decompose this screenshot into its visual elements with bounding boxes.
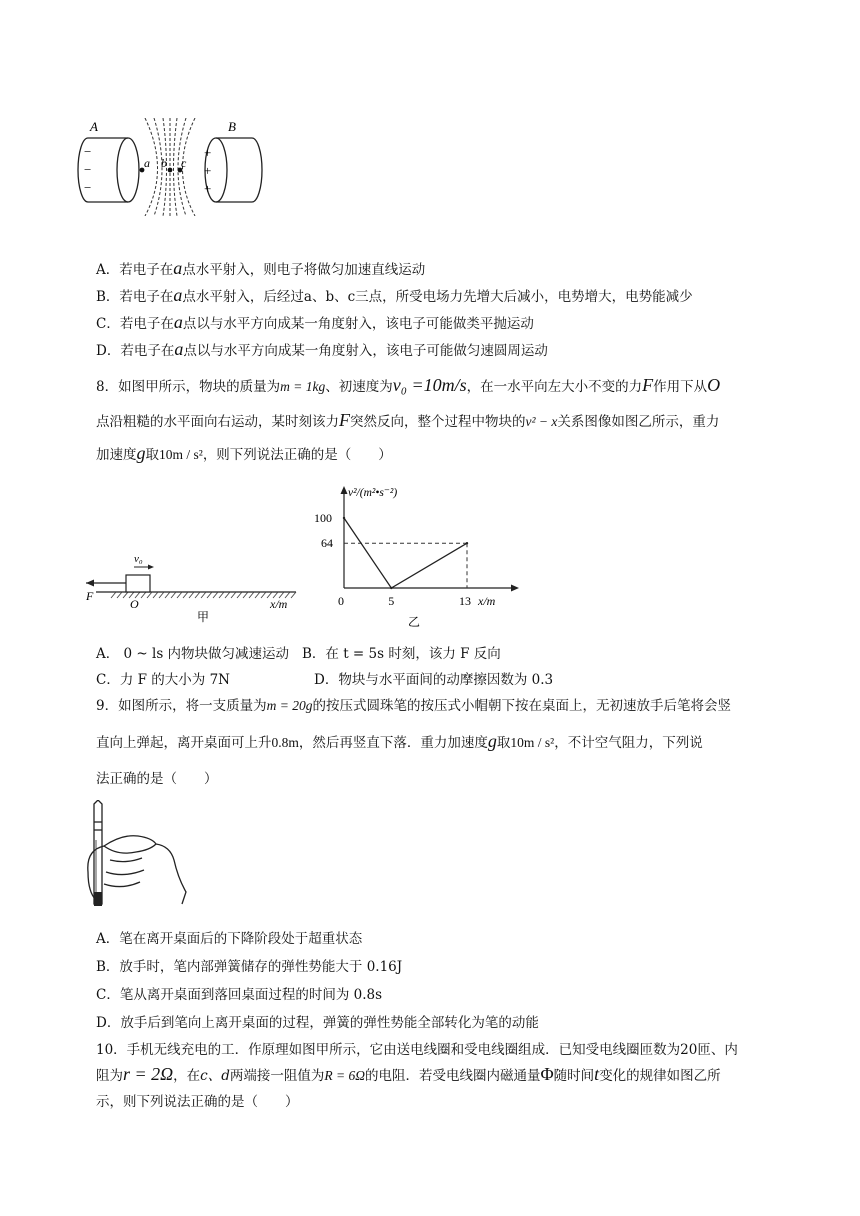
q10-stem-line3: 示，则下列说法正确的是（ ）	[96, 1094, 299, 1110]
q8-stem-line2: 点沿粗糙的水平面向右运动，某时刻该力F突然反向，整个过程中物块的v² − x关系图像如图乙所示，重力	[96, 410, 720, 430]
tick-label-5: 5	[388, 594, 395, 608]
q9-option-b: B．放手时，笔内部弹簧储存的弹性势能大于 0.16J	[96, 959, 403, 975]
ground-hatch	[159, 592, 164, 598]
tick-label-100: 100	[314, 511, 332, 525]
q8-option-d: D．物块与水平面间的动摩擦因数为 0.3	[314, 672, 554, 688]
tick-label-64: 64	[321, 536, 333, 551]
ground-hatch	[237, 592, 242, 598]
q7-option-d: D．若电子在a点以与水平方向成某一角度射入，该电子可能做匀速圆周运动	[96, 339, 548, 359]
minus-sign: −	[84, 162, 92, 177]
plus-sign: +	[204, 163, 212, 178]
ground-hatch	[165, 592, 170, 598]
q8-stem-line3: 加速度g取10m / s²，则下列说法正确的是（ ）	[96, 443, 392, 463]
q9-option-d: D．放手后到笔向上离开桌面的过程，弹簧的弹性势能全部转化为笔的动能	[96, 1015, 539, 1031]
figure-q8-yi-chart	[310, 478, 520, 640]
ground-hatch	[249, 592, 254, 598]
figure-q8-jia	[78, 545, 308, 623]
plus-sign: +	[204, 145, 212, 160]
q9-stem-line3: 法正确的是（ ）	[96, 771, 218, 787]
ground-hatch	[207, 592, 212, 598]
series-line	[344, 518, 467, 588]
ground-hatch	[225, 592, 230, 598]
q8-option-c: C．力 F 的大小为 7N	[96, 672, 230, 688]
q8-option-a: A． 0 ~ ls 内物块做匀减速运动	[96, 646, 290, 662]
tick-label-13: 13	[459, 594, 471, 608]
ground-hatch	[261, 592, 266, 598]
ground-hatch	[171, 592, 176, 598]
x-axis-label: x/m	[478, 594, 496, 608]
block	[126, 575, 150, 592]
minus-sign: −	[84, 144, 92, 159]
figure-q7-electric-field	[70, 118, 270, 216]
ground-hatch	[201, 592, 206, 598]
q7-option-c: C．若电子在a点以与水平方向成某一角度射入，该电子可能做类平抛运动	[96, 312, 534, 332]
ground-hatch	[189, 592, 194, 598]
x-axis-label: x/m	[270, 597, 288, 611]
v0-label: v₀	[134, 553, 143, 565]
q9-option-c: C．笔从离开桌面到落回桌面过程的时间为 0.8s	[96, 987, 383, 1003]
ground-hatch	[213, 592, 218, 598]
ground-hatch	[117, 592, 122, 598]
q9-stem-line1: 9．如图所示，将一支质量为m = 20g的按压式圆珠笔的按压式小帽朝下按在桌面上，无初速放手后笔将会竖	[96, 698, 731, 714]
figure-q9-pen-hand	[82, 800, 192, 910]
ground-hatch	[153, 592, 158, 598]
caption-jia: 甲	[197, 610, 210, 623]
q7-option-b: B．若电子在a点水平射入，后经过a、b、c三点，所受电场力先增大后减小，电势增大，电势能减少	[96, 285, 693, 305]
label-c: c	[181, 156, 187, 170]
point-b	[168, 168, 173, 173]
plus-sign: +	[204, 181, 212, 196]
q9-stem-line2: 直向上弹起，离开桌面可上升0.8m，然后再竖直下落．重力加速度g取10m / s²，不计空气阻力，下列说	[96, 731, 703, 751]
q8-option-b: B．在 t = 5s 时刻，该力 F 反向	[302, 646, 501, 662]
q10-stem-line2: 阻为r = 2Ω，在c、d两端接一阻值为R = 6Ω的电阻．若受电线圈内磁通量Φ随时间t变化的规律如图乙所	[96, 1064, 721, 1084]
ground-hatch	[183, 592, 188, 598]
caption-yi: 乙	[408, 615, 421, 629]
ground-hatch	[195, 592, 200, 598]
ground-hatch	[255, 592, 260, 598]
ground-hatch	[291, 592, 296, 598]
ground-hatch	[243, 592, 248, 598]
ground-hatch	[147, 592, 152, 598]
tick-label-0: 0	[338, 594, 344, 608]
label-A: A	[90, 119, 98, 134]
ground-hatch	[177, 592, 182, 598]
ground-hatch	[123, 592, 128, 598]
label-a: a	[144, 156, 150, 170]
ground-hatch	[219, 592, 224, 598]
q8-stem-line1: 8．如图甲所示，物块的质量为m = 1kg、初速度为v₀ =10m/s，在一水平向左大小不变的力F作用下从O	[96, 375, 721, 395]
label-b: b	[161, 156, 167, 170]
ground-hatch	[231, 592, 236, 598]
q10-stem-line1: 10．手机无线充电的工．作原理如图甲所示，它由送电线圈和受电线圈组成．已知受电线圈匝数为20匝、内	[96, 1042, 738, 1058]
label-B: B	[228, 119, 236, 134]
ground-hatch	[111, 592, 116, 598]
q9-option-a: A．笔在离开桌面后的下降阶段处于超重状态	[96, 931, 363, 947]
y-axis-label: v²/(m²•s⁻²)	[348, 487, 398, 499]
ground-hatch	[141, 592, 146, 598]
q7-option-a: A．若电子在a点水平射入，则电子将做匀加速直线运动	[96, 258, 426, 278]
minus-sign: −	[84, 180, 92, 195]
F-label: F	[86, 589, 94, 603]
O-label: O	[130, 597, 139, 611]
